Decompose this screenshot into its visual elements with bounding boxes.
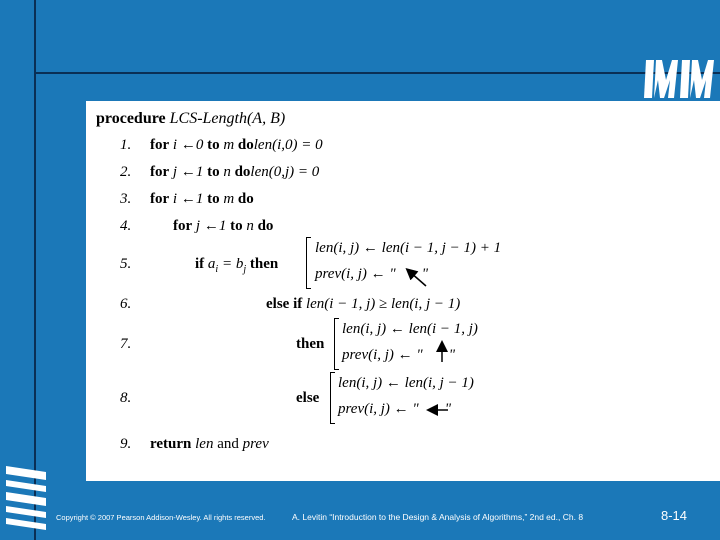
- citation-text: A. Levitin “Introduction to the Design & Analysis of Algorithms,” 2nd ed., Ch. 8: [292, 512, 584, 522]
- pseudocode-line-1: 1. for i ←0 to m dolen(i,0) = 0: [120, 137, 323, 153]
- line-8-prev-assignment: prev(i, j) ← " ": [338, 401, 452, 417]
- line-7-prev-assignment: prev(i, j) ← " ": [342, 347, 456, 363]
- line-8-len-assignment: len(i, j) ← len(i, j − 1): [338, 375, 474, 391]
- pseudocode-line-3: 3. for i ←1 to m do: [120, 191, 254, 207]
- pseudocode-line-6-number: 6.: [120, 296, 132, 312]
- pseudocode-line-8-else: else: [296, 390, 320, 406]
- pseudocode-line-8-number: 8.: [120, 390, 132, 406]
- line-5-prev-assignment: prev(i, j) ← " ": [315, 266, 429, 282]
- pseudocode-line-5-condition: if $a_i = b_j$ then: [195, 256, 279, 275]
- procedure-header: procedure LCS-Length(A, B): [96, 110, 286, 127]
- line-7-len-assignment: len(i, j) ← len(i − 1, j): [342, 321, 478, 337]
- pseudocode-line-7-then: then: [296, 336, 325, 352]
- page-number: 8-14: [661, 508, 688, 523]
- pseudocode-line-9: 9. return len and prev: [120, 436, 269, 452]
- pseudocode-line-7-number: 7.: [120, 336, 132, 352]
- pseudocode-line-2: 2. for j ←1 to n dolen(0,j) = 0: [120, 164, 320, 180]
- pseudocode-line-6: else if len(i − 1, j) ≥ len(i, j − 1): [266, 296, 461, 312]
- pseudocode-line-5-number: 5.: [120, 256, 132, 272]
- pseudocode-line-4: 4. for j ←1 to n do: [120, 218, 274, 234]
- copyright-text: Copyright © 2007 Pearson Addison-Wesley. All rights reserved.: [56, 513, 266, 522]
- diagonal-arrow-icon: [410, 272, 426, 286]
- line-5-len-assignment: len(i, j) ← len(i − 1, j − 1) + 1: [315, 240, 502, 256]
